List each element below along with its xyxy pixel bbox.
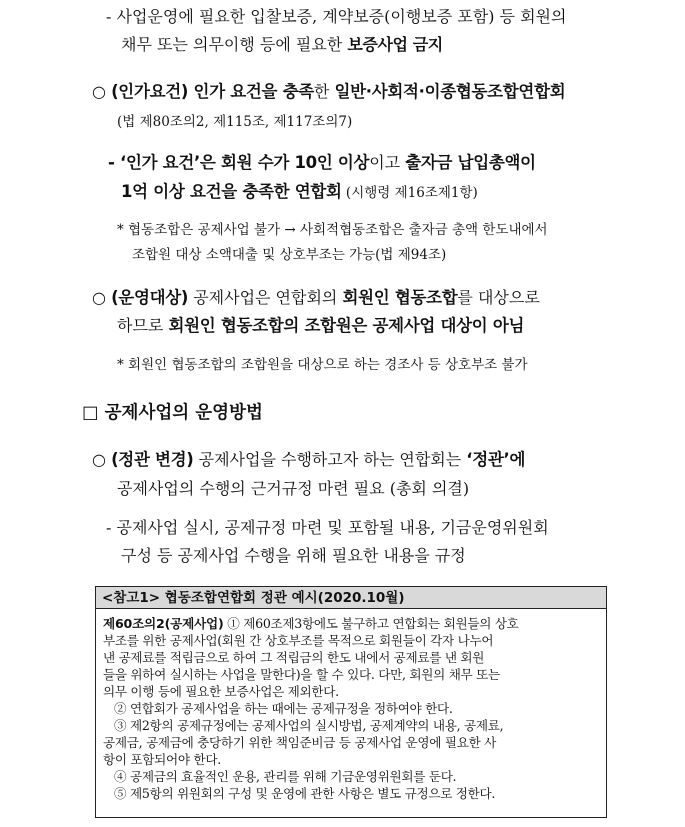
bullet-item-license bbox=[92, 80, 565, 104]
text-span: ① 제60조제3항에도 불구하고 연합회는 회원들의 상호 bbox=[223, 616, 519, 631]
circle-bullet-icon: ○ bbox=[92, 82, 106, 101]
emphasis-text: 인가 요건을 충족 bbox=[188, 82, 314, 101]
emphasis-text: 보증사업 금지 bbox=[347, 35, 443, 54]
text-span: 이고 bbox=[369, 153, 406, 172]
text-span: 를 대상으로 bbox=[457, 288, 540, 307]
reference-line: ⑤ 제5항의 위원회의 구성 및 운영에 관한 사항은 별도 규정으로 정한다. bbox=[114, 786, 496, 801]
text-line: - 공제사업 실시, 공제규정 마련 및 포함될 내용, 기금운영위원회 bbox=[106, 518, 549, 537]
footnote: * 협동조합은 공제사업 불가 → 사회적협동조합은 출자금 총액 한도내에서 bbox=[117, 222, 548, 238]
emphasis-text: 1억 이상 요건을 충족한 연합회 bbox=[121, 182, 342, 201]
reference-line: ② 연합회가 공제사업을 하는 때에는 공제규정을 정하여야 한다. bbox=[114, 701, 453, 716]
reference-box bbox=[95, 586, 607, 818]
reference-line: 공제금, 공제금에 충당하기 위한 책임준비금 등 공제사업 운영에 필요한 사 bbox=[103, 735, 496, 750]
text-line: 공제사업의 수행의 근거규정 마련 필요 (총회 의결) bbox=[117, 479, 470, 498]
section-title-text: 공제사업의 운영방법 bbox=[104, 403, 263, 423]
reference-line: 들을 위하여 실시하는 사업을 말한다)을 할 수 있다. 다만, 회원의 채무 또는 bbox=[103, 667, 500, 682]
text-span: 채무 또는 의무이행 등에 필요한 bbox=[121, 35, 348, 54]
text-span: 한 bbox=[313, 82, 335, 101]
reference-line: 낸 공제료를 적립금으로 하여 그 적립금의 한도 내에서 공제료를 낸 회원 bbox=[103, 650, 485, 665]
emphasis-text: 회원인 협동조합 bbox=[342, 288, 458, 307]
reference-line bbox=[103, 615, 519, 632]
text-span: 공제사업은 연합회의 bbox=[188, 288, 343, 307]
reference-heading: <참고1> 협동조합연합회 정관 예시(2020.10월) bbox=[96, 587, 606, 609]
bullet-item-target bbox=[92, 286, 540, 310]
law-reference: (법 제80조의2, 제115조, 제117조의7) bbox=[117, 114, 353, 130]
article-title: 제60조의2(공제사업) bbox=[103, 616, 224, 631]
reference-line: 부조를 위한 공제사업(회원 간 상호부조를 목적으로 회원들이 각자 나누어 bbox=[103, 633, 494, 648]
emphasis-text: 출자금 납입총액이 bbox=[405, 153, 536, 172]
reference-line: 항이 포함되어야 한다. bbox=[103, 752, 221, 767]
item-label: (운영대상) bbox=[111, 288, 189, 307]
emphasis-text: 회원인 협동조합의 조합원은 공제사업 대상이 아님 bbox=[168, 316, 525, 335]
item-label: (정관 변경) bbox=[111, 450, 194, 469]
emphasis-text: ‘정관’에 bbox=[466, 450, 526, 469]
reference-line: ③ 제2항의 공제규정에는 공제사업의 실시방법, 공제계약의 내용, 공제료, bbox=[114, 718, 504, 733]
section-title bbox=[82, 401, 263, 425]
item-label: (인가요건) bbox=[111, 82, 189, 101]
text-line bbox=[121, 180, 478, 205]
text-line bbox=[117, 314, 524, 338]
circle-bullet-icon: ○ bbox=[92, 450, 106, 469]
emphasis-text: - ‘인가 요건’은 회원 수가 10인 이상 bbox=[108, 153, 370, 172]
footnote: * 회원인 협동조합의 조합원을 대상으로 하는 경조사 등 상호부조 불가 bbox=[117, 357, 528, 373]
square-bullet-icon: □ bbox=[82, 403, 99, 423]
circle-bullet-icon: ○ bbox=[92, 288, 106, 307]
text-line: 구성 등 공제사업 수행을 위해 필요한 내용을 규정 bbox=[121, 546, 466, 565]
bullet-item-articles bbox=[92, 448, 525, 472]
text-line: - 사업운영에 필요한 입찰보증, 계약보증(이행보증 포함) 등 회원의 bbox=[106, 7, 567, 26]
emphasis-text: 일반·사회적·이종협동조합연합회 bbox=[334, 82, 566, 101]
text-span: (시행령 제16조제1항) bbox=[341, 185, 478, 201]
text-span: 공제사업을 수행하고자 하는 연합회는 bbox=[193, 450, 467, 469]
footnote: 조합원 대상 소액대출 및 상호부조는 가능(법 제94조) bbox=[132, 247, 447, 263]
reference-line: ④ 공제금의 효율적인 운용, 관리를 위해 기금운영위원회를 둔다. bbox=[114, 769, 457, 784]
text-span: 하므로 bbox=[117, 316, 169, 335]
text-line bbox=[121, 33, 443, 57]
reference-line: 의무 이행 등에 필요한 보증사업은 제외한다. bbox=[103, 684, 339, 699]
text-line bbox=[108, 151, 536, 175]
